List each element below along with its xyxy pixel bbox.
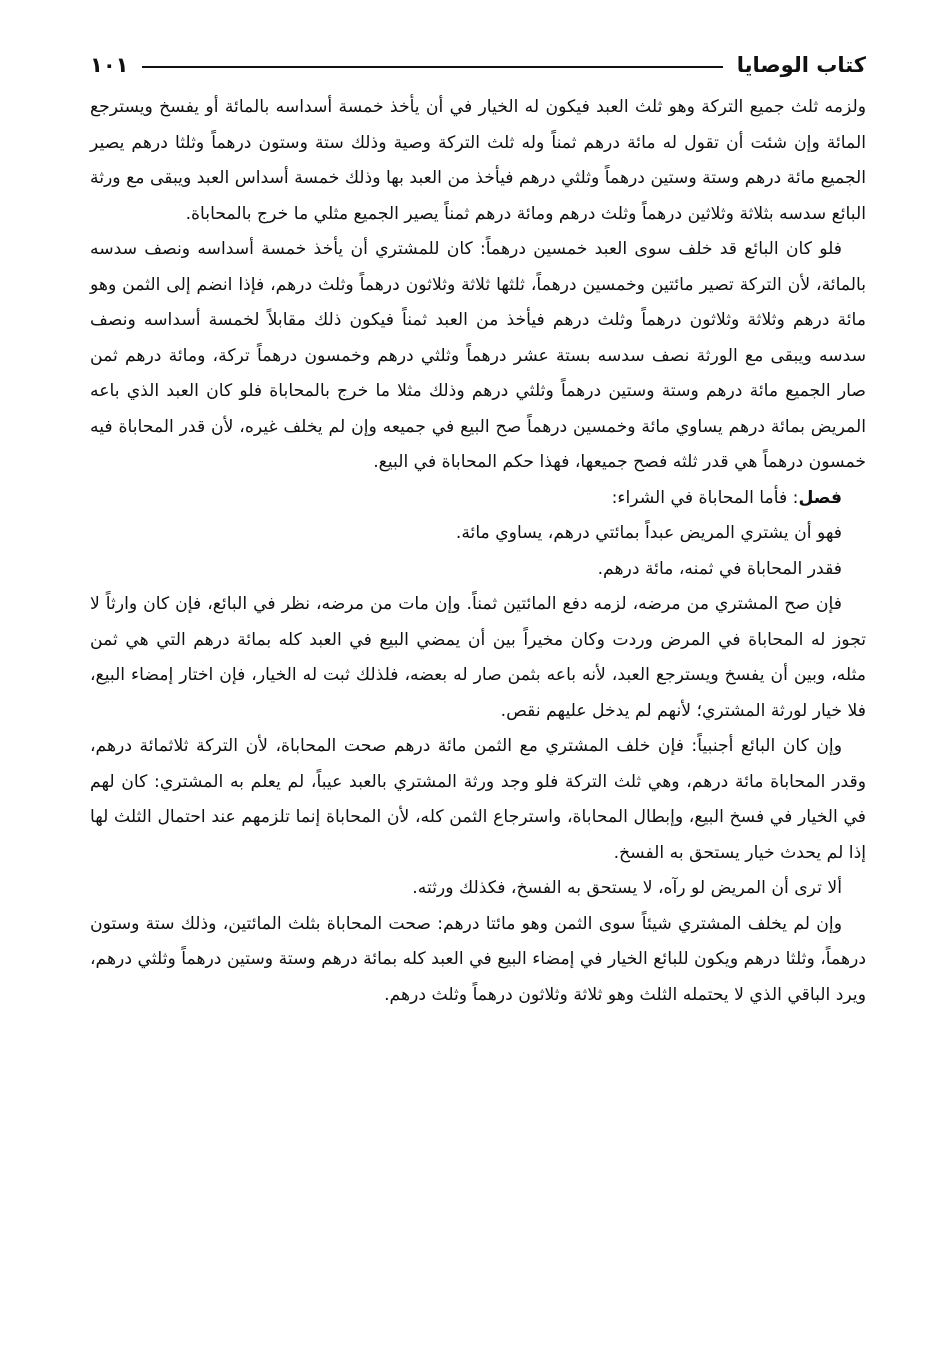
example-line-2: فقدر المحاباة في ثمنه، مائة درهم.	[597, 558, 842, 579]
running-title: كتاب الوصايا	[736, 53, 866, 77]
section-heading	[90, 481, 866, 517]
indented-line: ألا ترى أن المريض لو رآه، لا يستحق به الفسخ، فكذلك ورثته.	[412, 878, 842, 898]
paragraph-5: وإن لم يخلف المشتري شيئاً سوى الثمن وهو مائتا درهم: صحت المحاباة بثلث المائتين، وذلك ستة وستون درهماً، وثلثا درهم ويكون للبائع الخيار في إمضاء البيع في العبد كله بمائة درهم وستة وستين درهماً وثلثي درهم، ويرد الباقي الذي لا يحتمله الثلث وهو ثلاثة وثلاثون درهماً وثلث درهم.	[90, 913, 866, 1005]
example-line-1: فهو أن يشتري المريض عبداً بمائتي درهم، يساوي مائة.	[455, 523, 842, 543]
paragraph-1: ولزمه ثلث جميع التركة وهو ثلث العبد فيكون له الخيار في أن يأخذ خمسة أسداسه بالمائة أو يفسخ ويسترجع المائة وإن شئت أن تقول له مائة درهم ثمناً وله ثلث التركة وصية وذلك ستة وستون درهماً وثلثا درهم يصير الجميع مائة درهم وستة وستين درهماً وثلثي درهم فيأخذ من العبد بها وذلك خمسة أسداس العبد ويبقى مع ورثة البائع سدسه بثلاثة وثلاثين درهماً وثلث درهم ومائة درهم ثمناً يصير الجميع مثلي ما خرج بالمحاباة.	[90, 97, 866, 224]
paragraph-3: فإن صح المشتري من مرضه، لزمه دفع المائتين ثمناً. وإن مات من مرضه، نظر في البائع، فإن كان وارثاً لا تجوز له المحاباة في المرض وردت وكان مخيراً بين أن يمضي البيع في العبد كله بمائة درهم التي هي ثمن مثله، وبين أن يفسخ ويسترجع العبد، لأنه باعه بثمن صار له بعضه، فلذلك ثبت له الخيار، فإن اختار إمضاء البيع، فلا خيار لورثة المشتري؛ لأنهم لم يدخل عليهم نقص.	[90, 594, 866, 721]
header-rule	[142, 66, 722, 68]
page-body	[90, 90, 866, 1013]
section-heading-text: : فأما المحاباة في الشراء:	[611, 487, 799, 508]
section-label: فصل	[798, 487, 842, 508]
page-header	[90, 40, 866, 90]
book-page	[90, 40, 866, 1340]
paragraph-4: وإن كان البائع أجنبياً: فإن خلف المشتري مع الثمن مائة درهم صحت المحاباة، لأن التركة ثلاثمائة درهم، وقدر المحاباة مائة درهم، وهي ثلث التركة فلو وجد ورثة المشتري بالعبد عيباً، لم يعلم به المشتري: كان لهم في الخيار في فسخ البيع، وإبطال المحاباة، واسترجاع الثمن كله، لأن المحاباة إنما تلزمهم عند احتمال الثلث لها إذا لم يحدث خيار يستحق به الفسخ.	[90, 736, 866, 863]
page-number: ١٠١	[90, 53, 129, 77]
paragraph-2: فلو كان البائع قد خلف سوى العبد خمسين درهماً: كان للمشتري أن يأخذ خمسة أسداسه ونصف سدسه بالمائة، لأن التركة تصير مائتين وخمسين درهماً، ثلثها ثلاثة وثلاثون درهماً وثلث درهم، فإذا انضم إلى الثمن وهو مائة درهم وثلاثة وثلاثون درهماً وثلث درهم فيأخذ من العبد ثمناً فيكون ذلك مقابلاً لخمسة أسداسه ونصف سدسه ويبقى مع الورثة نصف سدسه بستة عشر درهماً وثلثي درهم وخمسون درهماً تركة، ومائة درهم ثمن صار الجميع مائة درهم وستة وستين درهماً وثلثي درهم وذلك مثلا ما خرج بالمحاباة فلو كان العبد الذي باعه المريض بمائة درهم يساوي مائة وخمسين درهماً صح البيع في جميعه وإن لم يخلف غيره، لأن قدر المحاباة فيه خمسون درهماً هي قدر ثلثه فصح جميعها، فهذا حكم المحاباة في البيع.	[90, 239, 866, 472]
